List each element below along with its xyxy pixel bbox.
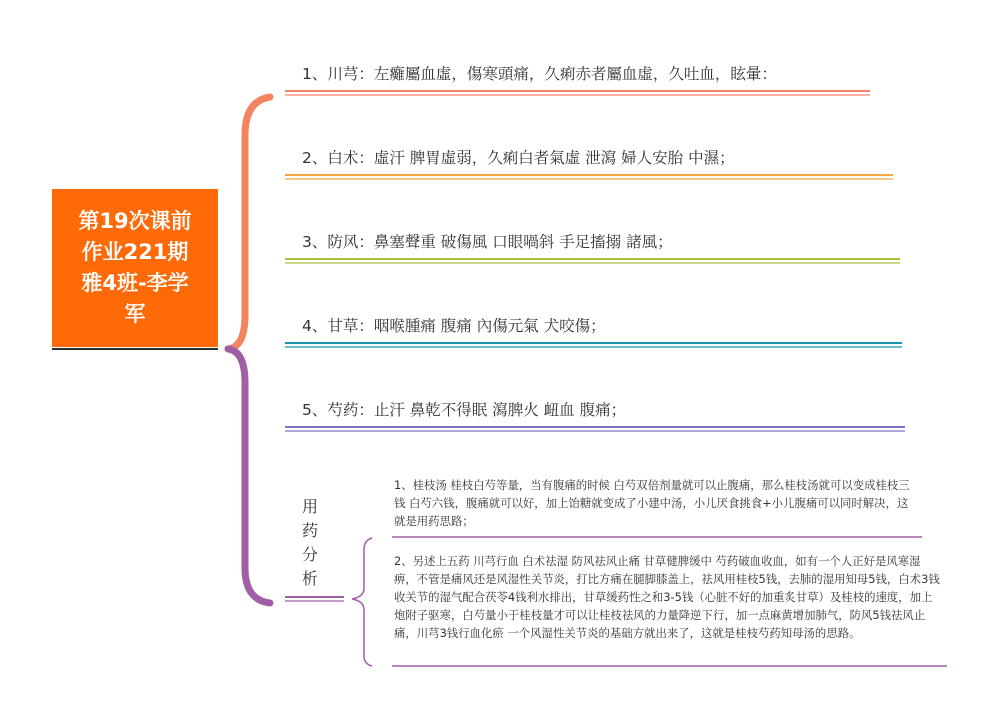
branch-baizhu[interactable]: 2、白术：虛汗 脾胃虛弱，久痢白者氣虛 泄瀉 婦人安胎 中濕； (302, 149, 735, 167)
root-topic[interactable] (52, 189, 218, 347)
analysis-label[interactable] (298, 495, 322, 591)
lower-bracket (228, 349, 270, 603)
branch-fangfeng[interactable]: 3、防风：鼻塞聲重 破傷風 口眼喎斜 手足搐搦 諸風； (302, 233, 673, 251)
branch-shaoyao[interactable]: 5、芍药：止汗 鼻乾不得眠 瀉脾火 衄血 腹痛； (302, 401, 627, 419)
branch-gancao[interactable]: 4、甘草：咽喉腫痛 腹痛 內傷元氣 犬咬傷； (302, 317, 606, 335)
analysis-note-2[interactable]: 2、另述上五药 川芎行血 白术祛湿 防风祛风止痛 甘草健脾缓中 芍药破血收血，如有一个人正好是风寒湿痹，不管是痛风还是风湿性关节炎，打比方痛在腿脚膝盖上，祛风用桂枝5钱，去肺的湿用知母5钱，白术3钱收关节的湿气配合茯苓4钱利水排出，甘草缓药性之和3-5钱（心脏不好的加重炙甘草）及桂枝的速度，加上炮附子驱寒，白芍量小于桂枝量才可以让桂枝祛风的力量降逆下行，加一点麻黄增加肺气，防风5钱祛风止痛，川芎3钱行血化瘀 一个风湿性关节炎的基础方就出来了，这就是桂枝芍药知母汤的思路。 (394, 554, 940, 640)
upper-bracket (228, 97, 270, 349)
analysis-label-char-1: 用 (301, 497, 318, 516)
analysis-label-char-3: 分 (301, 545, 318, 564)
analysis-label-char-4: 析 (301, 569, 318, 588)
analysis-label-char-2: 药 (301, 521, 318, 540)
root-title: 第19次课前作业221期雅4班-李学军 (78, 209, 192, 326)
notes-bracket (352, 538, 372, 666)
analysis-note-1[interactable]: 1、桂枝汤 桂枝白芍等量，当有腹痛的时候 白芍双倍剂量就可以止腹痛，那么桂枝汤就可以变成桂枝三钱 白芍六钱，腹痛就可以好，加上饴糖就变成了小建中汤，小儿厌食挑食+小儿腹痛可以同时解决，这就是用药思路； (394, 478, 910, 528)
branch-chuanxiong[interactable]: 1、川芎：左癱屬血虛，傷寒頭痛，久痢赤者屬血虛，久吐血，眩暈： (302, 65, 777, 83)
